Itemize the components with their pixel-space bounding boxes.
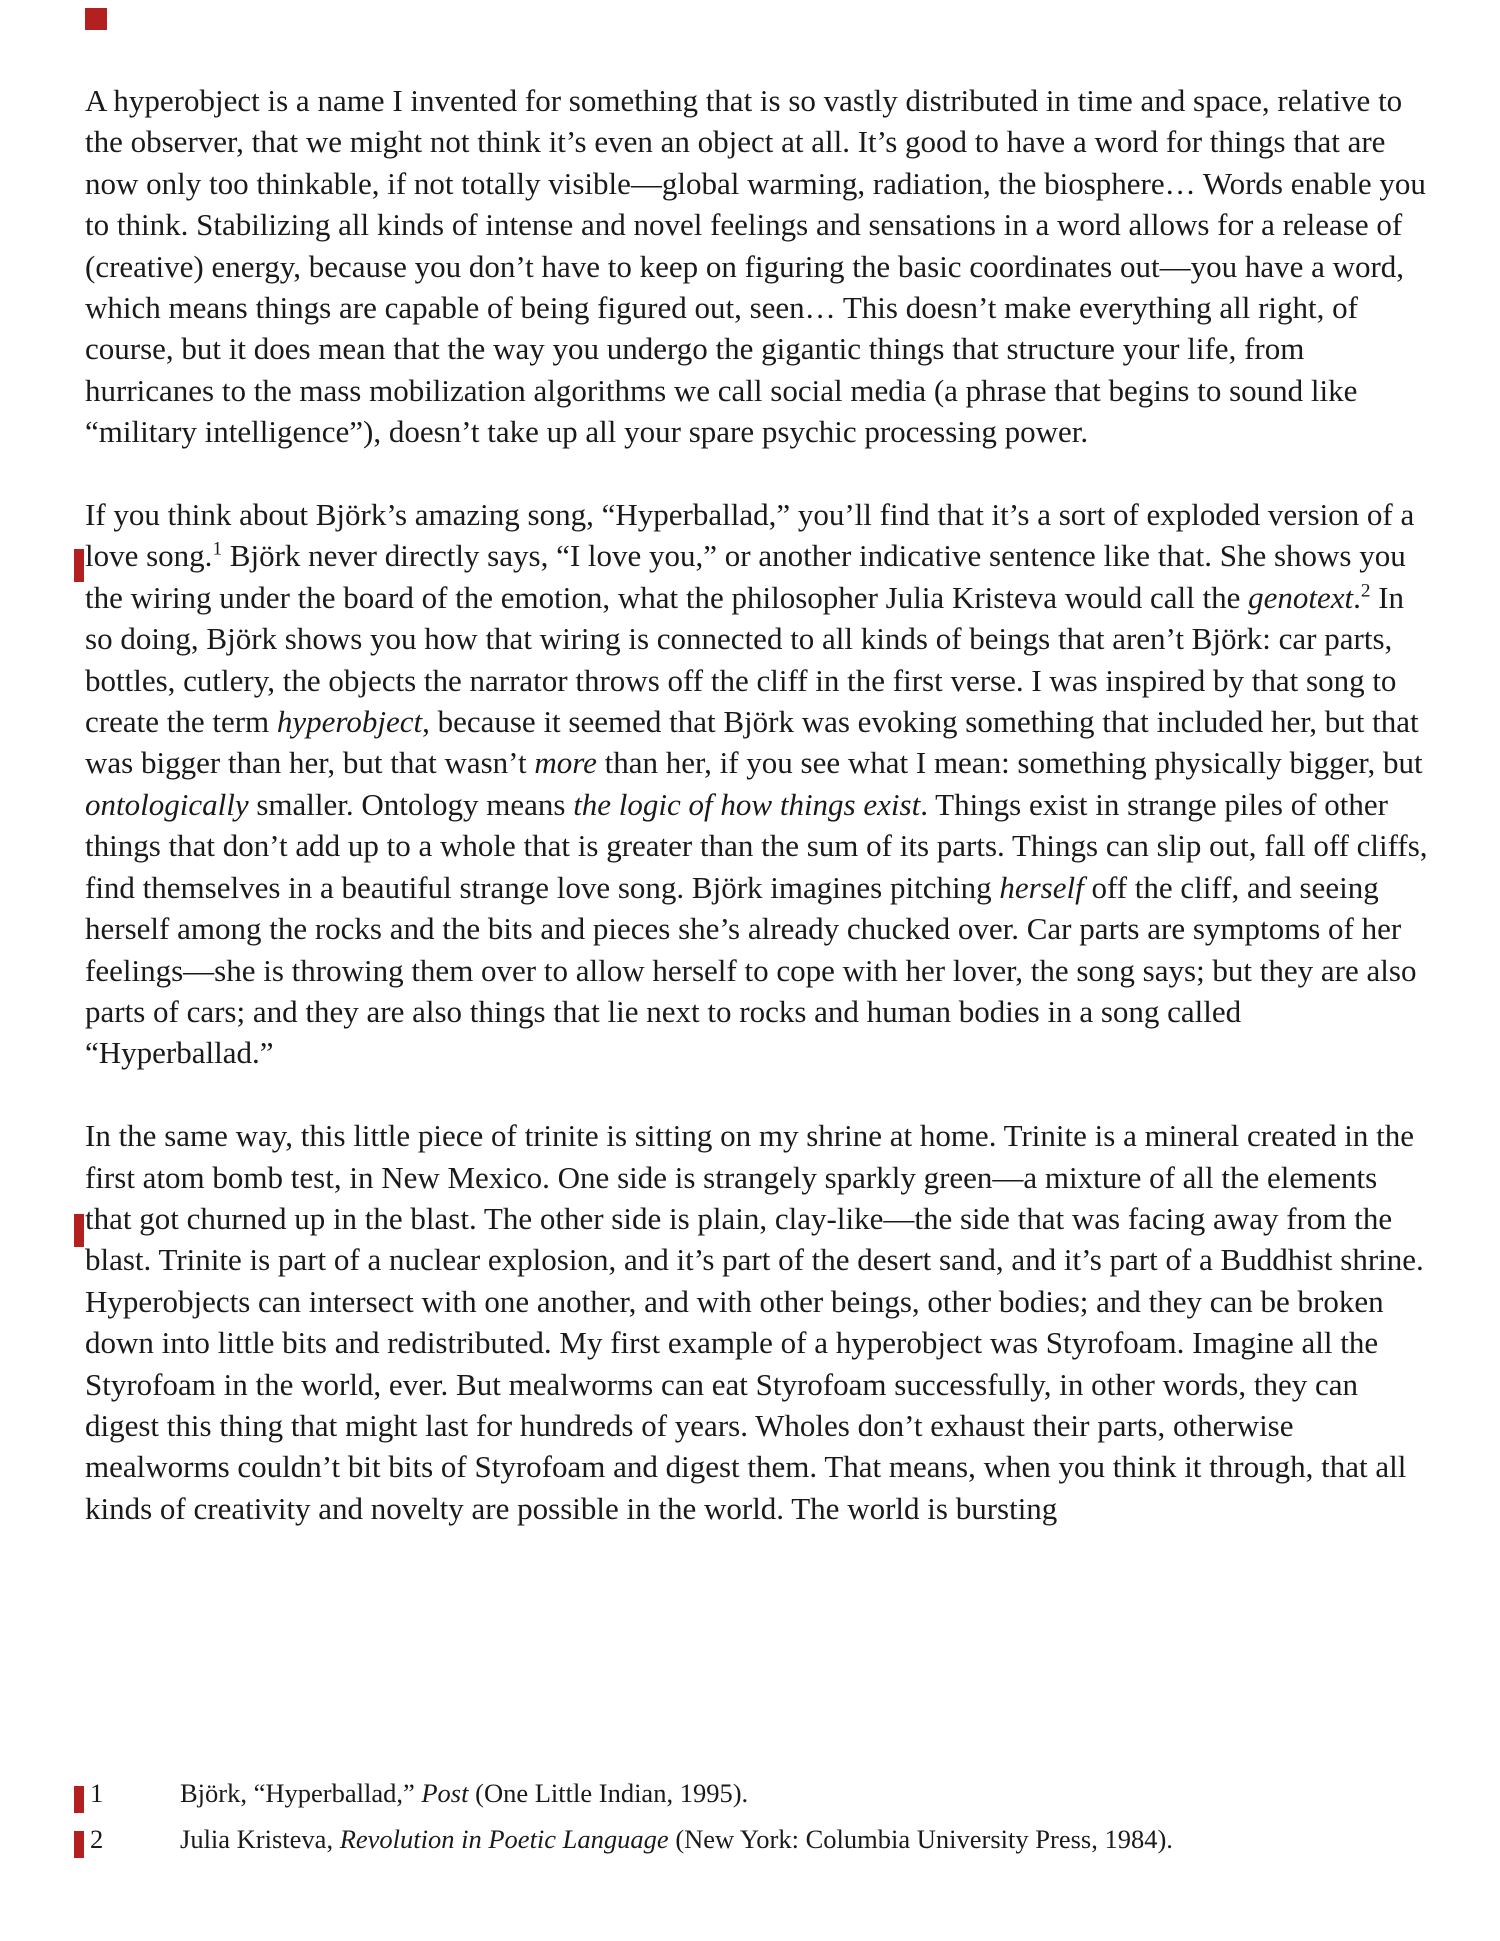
footnote-2 bbox=[85, 1822, 1445, 1856]
italic-text: Post bbox=[421, 1778, 469, 1808]
corner-marker bbox=[85, 8, 107, 30]
italic-text: Revolution in Poetic Language bbox=[339, 1824, 669, 1854]
italic-text: hyperobject bbox=[276, 704, 423, 740]
italic-text: herself bbox=[999, 869, 1084, 905]
italic-text: more bbox=[534, 745, 597, 781]
footnote-1-marker bbox=[74, 1786, 84, 1813]
footnote-1 bbox=[85, 1776, 1445, 1810]
document-text bbox=[85, 80, 1430, 1529]
footnote-text: Julia Kristeva, Revolution in Poetic Language (New York: Columbia University Press, 1984). bbox=[180, 1824, 1173, 1854]
paragraph-3-marker bbox=[74, 1214, 84, 1247]
footnotes bbox=[85, 1776, 1445, 1868]
italic-text: ontologically bbox=[85, 786, 249, 822]
footnote-reference: 1 bbox=[212, 539, 223, 561]
footnote-number: 2 bbox=[90, 1824, 104, 1854]
italic-text: the logic of how things exist bbox=[573, 786, 921, 822]
paragraph-2: If you think about Björk’s amazing song, “Hyperballad,” you’ll find that it’s a sort of exploded version of a love song.$^1$ Björk never directly says, “I love you,” or another indicative sentence like that. She shows you the wiring under the board of the emotion, what the philosopher Julia Kristeva would call the genotext.$^2$ In so doing, Björk shows you how that wiring is connected to all kinds of beings that aren’t Björk: car parts, bottles, cutlery, the objects the narrator throws off the cliff in the first verse. I was inspired by that song to create the term hyperobject, because it seemed that Björk was evoking something that included her, but that was bigger than her, but that wasn’t more than her, if you see what I mean: something physically bigger, but ontologically smaller. Ontology means the logic of how things exist. Things exist in strange piles of other things that don’t add up to a whole that is greater than the sum of its parts. Things can slip out, fall off cliffs, find themselves in a beautiful strange love song. Björk imagines pitching herself off the cliff, and seeing herself among the rocks and the bits and pieces she’s already chucked over. Car parts are symptoms of her feelings—she is throwing them over to allow herself to cope with her lover, the song says; but they are also parts of cars; and they are also things that lie next to rocks and human bodies in a song called “Hyperballad.” bbox=[85, 497, 1428, 1071]
italic-text: genotext bbox=[1248, 579, 1354, 615]
footnote-reference: 2 bbox=[1360, 580, 1371, 602]
footnote-number: 1 bbox=[90, 1778, 104, 1808]
paragraph-2-marker bbox=[74, 549, 84, 582]
footnote-text: Björk, “Hyperballad,” Post (One Little Indian, 1995). bbox=[180, 1778, 749, 1808]
footnote-2-marker bbox=[74, 1831, 84, 1858]
paragraph-3: In the same way, this little piece of trinite is sitting on my shrine at home. Trinite is a mineral created in the first atom bomb test, in New Mexico. One side is strangely sparkly green—a mixture of all the elements that got churned up in the blast. The other side is plain, clay-like—the side that was facing away from the blast. Trinite is part of a nuclear explosion, and it’s part of the desert sand, and it’s part of a Buddhist shrine. Hyperobjects can intersect with one another, and with other beings, other bodies; and they can be broken down into little bits and redistributed. My first example of a hyperobject was Styrofoam. Imagine all the Styrofoam in the world, ever. But mealworms can eat Styrofoam successfully, in other words, they can digest this thing that might last for hundreds of years. Wholes don’t exhaust their parts, otherwise mealworms couldn’t bit bits of Styrofoam and digest them. That means, when you think it through, that all kinds of creativity and novelty are possible in the world. The world is bursting bbox=[85, 1118, 1424, 1526]
paragraph-1: A hyperobject is a name I invented for something that is so vastly distributed in time and space, relative to the observer, that we might not think it’s even an object at all. It’s good to have a word for things that are now only too thinkable, if not totally visible—global warming, radiation, the biosphere… Words enable you to think. Stabilizing all kinds of intense and novel feelings and sensations in a word allows for a release of (creative) energy, because you don’t have to keep on figuring the basic coordinates out—you have a word, which means things are capable of being figured out, seen… This doesn’t make everything all right, of course, but it does mean that the way you undergo the gigantic things that structure your life, from hurricanes to the mass mobilization algorithms we call social media (a phrase that begins to sound like “military intelligence”), doesn’t take up all your spare psychic processing power. bbox=[85, 83, 1426, 450]
